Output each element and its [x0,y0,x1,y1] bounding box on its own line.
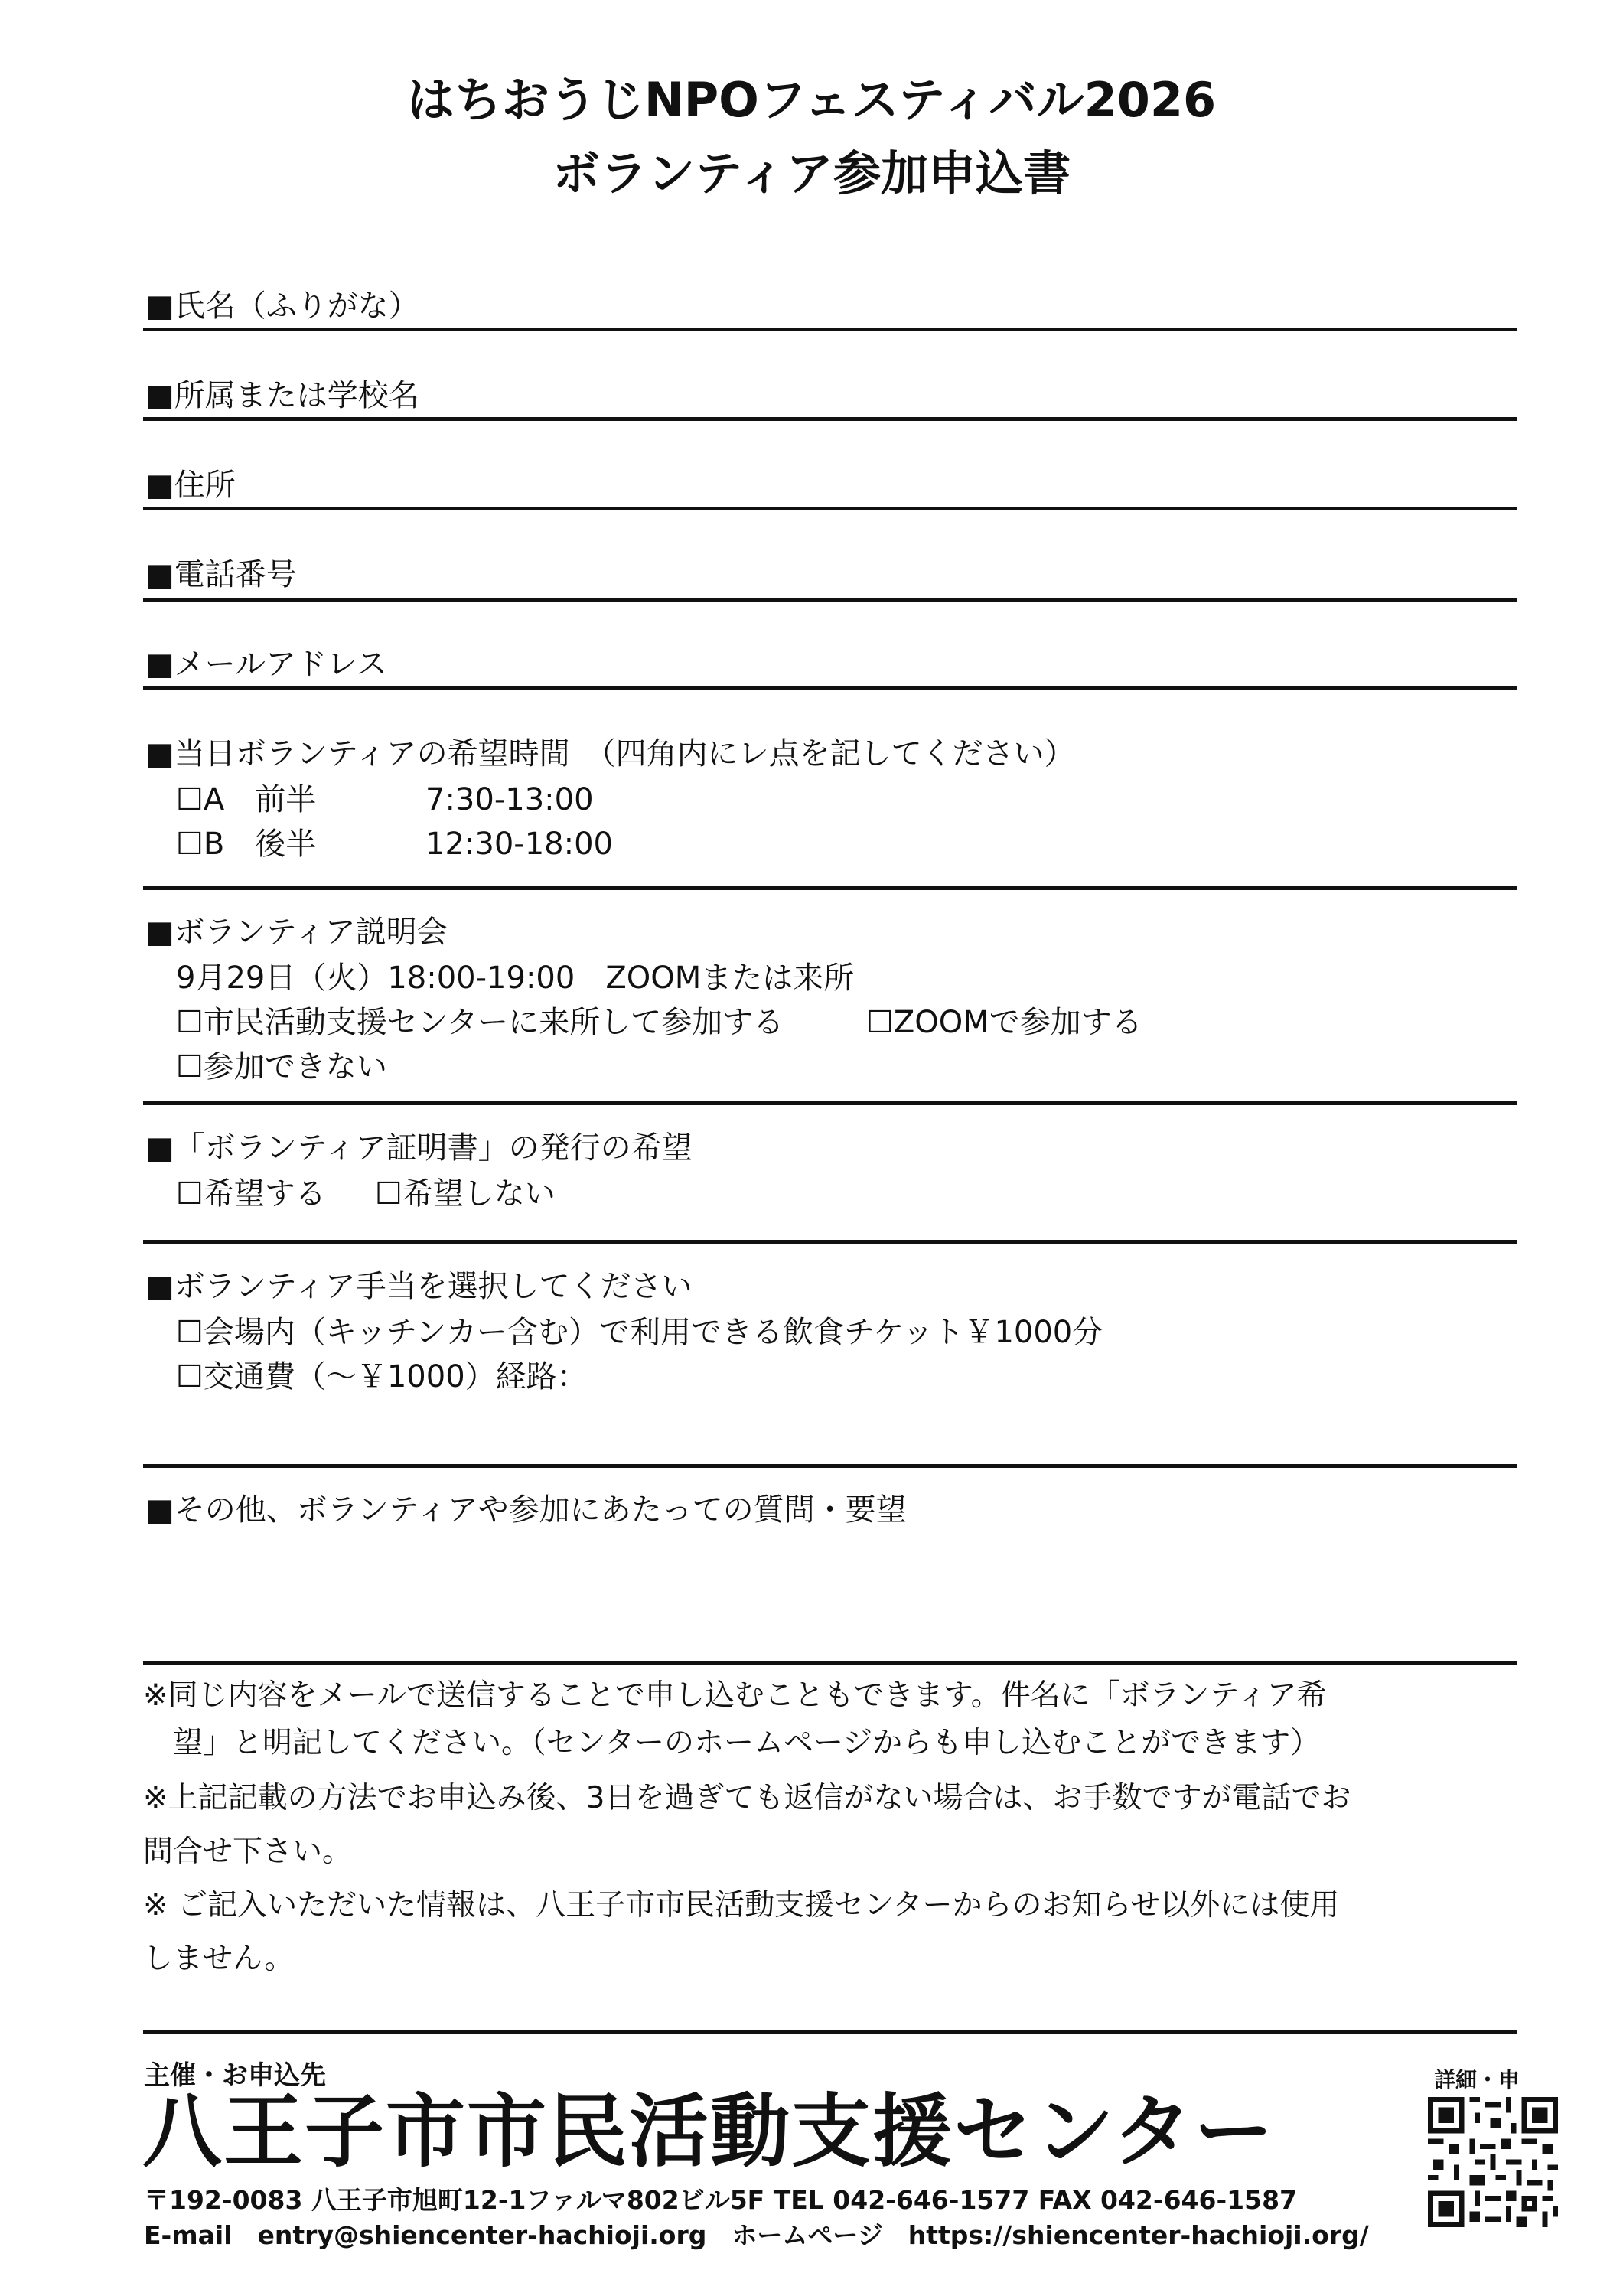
qr-code-icon[interactable] [1428,2097,1558,2227]
note-line: しません。 [143,1942,295,1976]
briefing-label: ■ボランティア説明会 [145,915,448,950]
qr-caption: 詳細・申 [1433,2067,1520,2092]
affiliation-field-label: ■所属または学校名 [145,378,419,413]
form-subtitle: ボランティア参加申込書 [552,145,1071,201]
note-line: 望」と明記してください。（センターのホームページからも申し込むことができます） [143,1726,1321,1760]
time-preference-label: ■当日ボランティアの希望時間 （四角内にレ点を記してください） [145,736,1075,771]
checkbox-first-half[interactable]: ☐A 前半 [176,782,317,817]
section-divider [143,1464,1517,1468]
phone-field-line[interactable] [143,598,1517,602]
footer-divider [143,2030,1517,2034]
section-divider [143,1240,1517,1244]
checkbox-attend-zoom[interactable]: ☐ZOOMで参加する [866,1005,1142,1040]
form-title: はちおうじNPOフェスティバル2026 [406,72,1217,128]
affiliation-field-line[interactable] [143,417,1517,421]
section-divider [143,1101,1517,1105]
name-field-label: ■氏名（ふりがな） [145,289,419,324]
checkbox-certificate-yes[interactable]: ☐希望する [176,1176,326,1212]
checkbox-attend-center[interactable]: ☐市民活動支援センターに来所して参加する [176,1005,784,1040]
section-divider [143,886,1517,890]
name-field-line[interactable] [143,328,1517,331]
checkbox-meal-ticket[interactable]: ☐会場内（キッチンカー含む）で利用できる飲食チケット￥1000分 [176,1315,1103,1350]
email-field-line[interactable] [143,686,1517,690]
note-line: ※ ご記入いただいた情報は、八王子市市民活動支援センターからのお知らせ以外には使用 [143,1888,1340,1923]
certificate-label: ■「ボランティア証明書」の発行の希望 [145,1130,693,1166]
section-divider [143,1661,1517,1665]
address-contact-line: 〒192-0083 八王子市旭町12-1ファルマ802ビル5F TEL 042-646-1577 FAX 042-646-1587 [144,2185,1298,2215]
checkbox-certificate-no[interactable]: ☐希望しない [375,1176,556,1212]
note-line: 問合せ下さい。 [143,1835,353,1869]
checkbox-second-half[interactable]: ☐B 後半 [176,827,317,862]
checkbox-cannot-attend[interactable]: ☐参加できない [176,1049,387,1084]
email-field-label: ■メールアドレス [145,647,387,682]
organizer-label: 主催・お申込先 [144,2060,326,2091]
web-contact-line[interactable]: E-mail entry@shiencenter-hachioji.org ホームページ https://shiencenter-hachioji.org/ [144,2220,1369,2250]
other-requests-label: ■その他、ボランティアや参加にあたっての質問・要望 [145,1492,907,1528]
briefing-datetime: 9月29日（火）18:00-19:00 ZOOMまたは来所 [176,960,855,996]
checkbox-transport-fee[interactable]: ☐交通費（～￥1000）経路： [176,1359,588,1394]
phone-field-label: ■電話番号 [145,557,297,592]
note-line: ※上記記載の方法でお申込み後、3日を過ぎても返信がない場合は、お手数ですが電話でお [143,1781,1351,1815]
second-half-time: 12:30-18:00 [425,827,613,862]
organizer-name: 八王子市市民活動支援センター [142,2085,1275,2178]
address-field-label: ■住所 [145,468,236,503]
address-field-line[interactable] [143,507,1517,510]
first-half-time: 7:30-13:00 [425,782,594,817]
note-line: ※同じ内容をメールで送信することで申し込むこともできます。件名に「ボランティア希 [143,1678,1327,1713]
allowance-label: ■ボランティア手当を選択してください [145,1269,693,1304]
